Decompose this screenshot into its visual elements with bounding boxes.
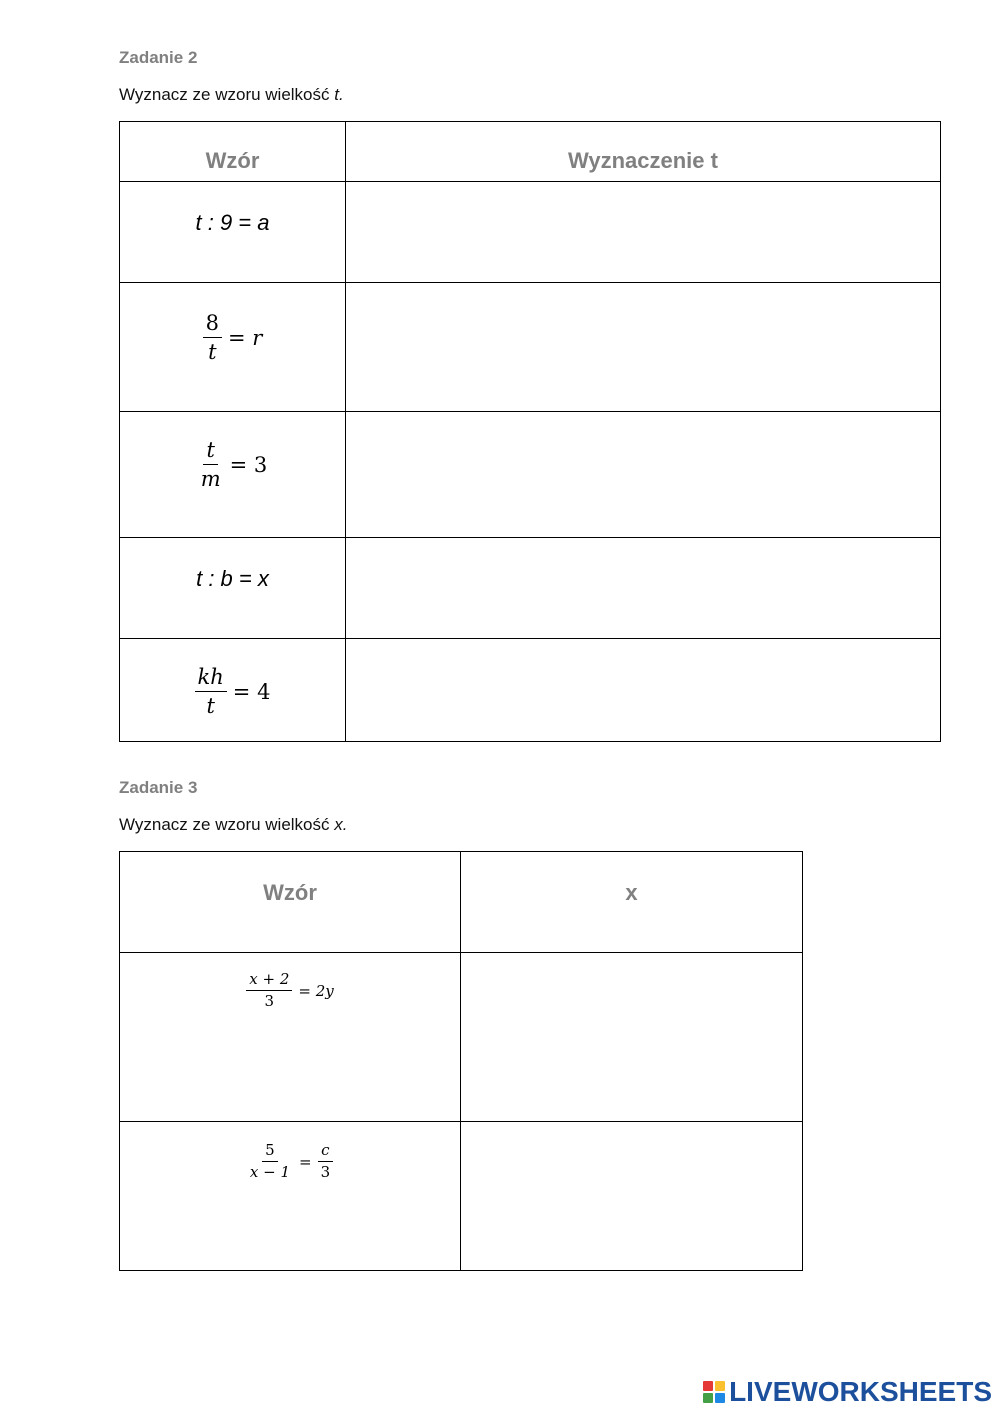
formula-rhs: = 4 bbox=[232, 679, 271, 704]
task2-header-row bbox=[120, 122, 941, 182]
formula-rhs: = 2y bbox=[298, 981, 334, 1000]
task2-row bbox=[120, 283, 941, 412]
formula-t-div-9: t : 9 = a bbox=[195, 210, 270, 235]
fraction-denominator: t bbox=[206, 694, 215, 719]
answer-field-6[interactable] bbox=[461, 953, 803, 1122]
task3-table bbox=[119, 851, 803, 1271]
fraction-numerator: kh bbox=[195, 665, 227, 692]
task2-formula-cell bbox=[120, 412, 346, 538]
task2-instruction bbox=[119, 85, 344, 105]
fraction-numerator: 5 bbox=[262, 1142, 278, 1162]
task2-instruction-variable: t. bbox=[334, 85, 344, 104]
formula-5-over-x-minus-1 bbox=[247, 1142, 333, 1182]
fraction-denominator: t bbox=[208, 340, 217, 365]
fraction-denominator: x − 1 bbox=[249, 1163, 290, 1182]
answer-field-2[interactable] bbox=[346, 283, 941, 412]
equals-sign: = bbox=[298, 1152, 312, 1171]
fraction-numerator: x + 2 bbox=[246, 971, 292, 991]
task3-instruction-variable: x. bbox=[334, 815, 348, 834]
fraction-numerator: c bbox=[318, 1142, 332, 1162]
task2-formula-cell bbox=[120, 283, 346, 412]
answer-field-5[interactable] bbox=[346, 639, 941, 742]
logo-icon bbox=[703, 1381, 725, 1403]
task2-header-solution: Wyznaczenie t bbox=[346, 122, 941, 182]
task2-formula-cell bbox=[120, 182, 346, 283]
logo-text: LIVEWORKSHEETS bbox=[729, 1376, 992, 1407]
answer-field-1[interactable] bbox=[346, 182, 941, 283]
task2-header-formula: Wzór bbox=[120, 122, 346, 182]
formula-8-over-t bbox=[203, 311, 263, 364]
task3-instruction-text: Wyznacz ze wzoru wielkość bbox=[119, 815, 335, 834]
fraction-denominator: m bbox=[200, 467, 221, 492]
formula-x-plus-2-over-3 bbox=[246, 971, 333, 1011]
answer-field-7[interactable] bbox=[461, 1122, 803, 1271]
formula-kh-over-t bbox=[195, 665, 271, 718]
task2-row bbox=[120, 538, 941, 639]
formula-rhs: = 3 bbox=[229, 452, 268, 477]
task3-header-solution: x bbox=[461, 852, 803, 953]
formula-t-over-m bbox=[198, 438, 268, 491]
answer-field-4[interactable] bbox=[346, 538, 941, 639]
task3-formula-cell bbox=[120, 953, 461, 1122]
task3-title: Zadanie 3 bbox=[119, 778, 198, 797]
task3-formula-cell bbox=[120, 1122, 461, 1271]
task2-row bbox=[120, 182, 941, 283]
answer-field-3[interactable] bbox=[346, 412, 941, 538]
task3-instruction bbox=[119, 815, 347, 835]
task3-row bbox=[120, 1122, 803, 1271]
formula-rhs: = r bbox=[228, 325, 263, 350]
fraction-denominator: 3 bbox=[264, 992, 275, 1011]
formula-t-div-b: t : b = x bbox=[196, 566, 269, 591]
task2-row bbox=[120, 412, 941, 538]
task3-header-formula: Wzór bbox=[120, 852, 461, 953]
task2-formula-cell bbox=[120, 639, 346, 742]
task2-title: Zadanie 2 bbox=[119, 48, 198, 67]
task3-header-row bbox=[120, 852, 803, 953]
task2-row bbox=[120, 639, 941, 742]
task2-table bbox=[119, 121, 941, 742]
task2-instruction-text: Wyznacz ze wzoru wielkość bbox=[119, 85, 335, 104]
liveworksheets-logo bbox=[703, 1376, 992, 1408]
fraction-numerator: 8 bbox=[203, 311, 222, 338]
task2-formula-cell bbox=[120, 538, 346, 639]
fraction-numerator: t bbox=[203, 438, 217, 465]
fraction-denominator: 3 bbox=[320, 1163, 331, 1182]
task3-row bbox=[120, 953, 803, 1122]
